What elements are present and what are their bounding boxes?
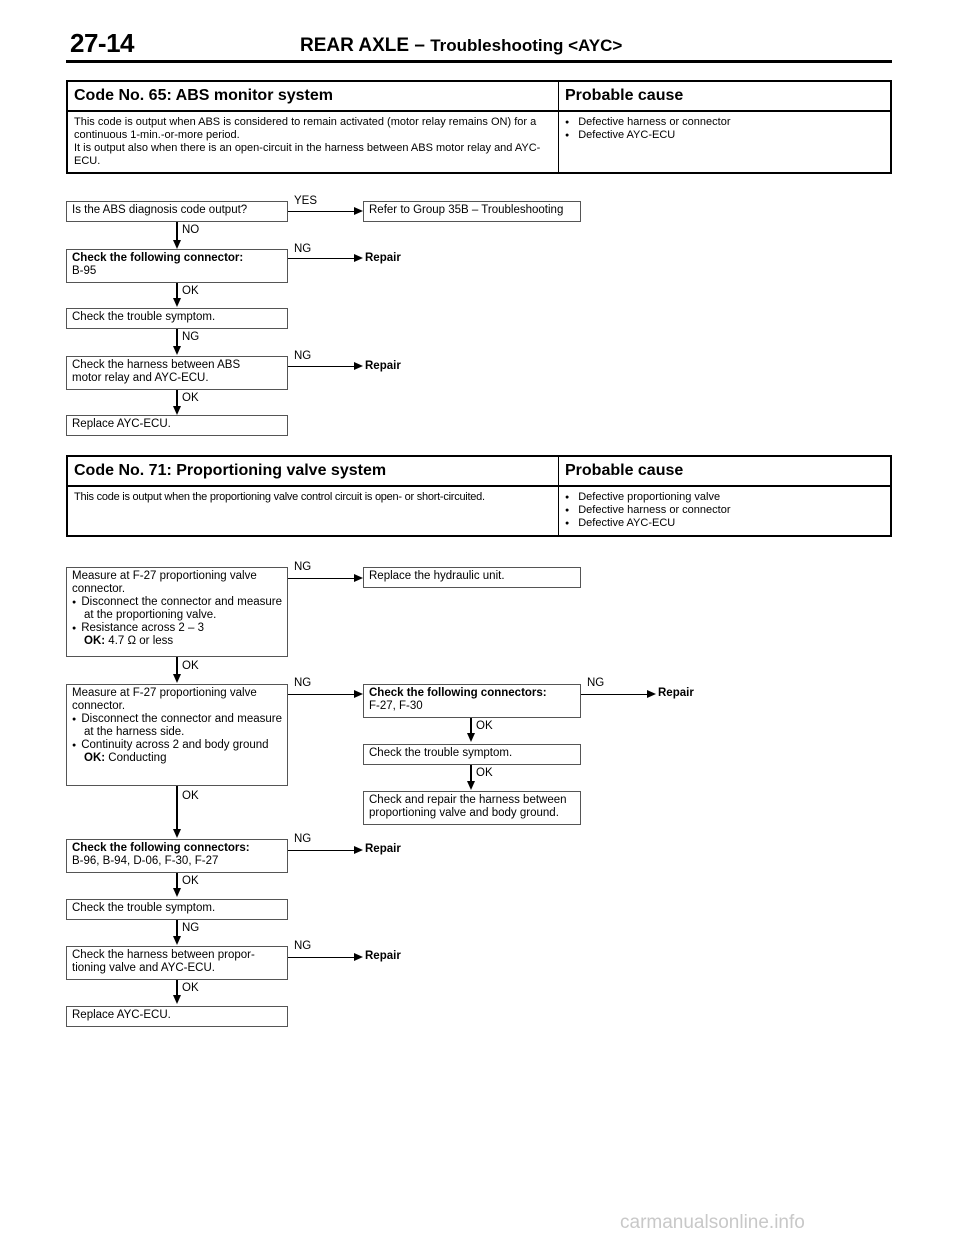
code71-cause-heading: Probable cause <box>559 456 892 486</box>
code65-table <box>66 80 892 174</box>
flow71-m1-ok-label: OK: <box>84 635 106 647</box>
flow71-ok-label: OK <box>182 875 199 887</box>
flow65-yes-result: Refer to Group 35B – Troubleshooting <box>363 201 581 222</box>
flow65-ng-label: NG <box>294 243 312 255</box>
arrow-right-icon <box>354 846 363 854</box>
watermark: carmanualsonline.info <box>620 1212 805 1233</box>
flow71-m2 <box>66 684 288 786</box>
flow65-repair-2: Repair <box>365 360 401 372</box>
flow71-c1 <box>363 684 581 718</box>
flow71-m1-ok <box>72 635 282 648</box>
flow71-c2: Check the trouble symptom. <box>363 744 581 765</box>
flow71-m1-title: Measure at F-27 proportioning valve connector. <box>72 570 257 595</box>
flow65-ok-label: OK <box>182 285 199 297</box>
header-rule <box>66 60 892 63</box>
code65-causes <box>559 111 892 173</box>
arrow-down-icon <box>173 298 181 307</box>
flow71-c5: Check the trouble symptom. <box>66 899 288 920</box>
arrow-right-icon <box>354 574 363 582</box>
flow71-m1-item: ● Disconnect the connector and measure at the proportioning valve. <box>72 596 282 622</box>
flow71-m1-ok-value: 4.7 Ω or less <box>108 635 174 647</box>
flow65-q1: Is the ABS diagnosis code output? <box>66 201 288 222</box>
flow71-ng-label: NG <box>182 922 200 934</box>
flow71-c6 <box>66 946 288 980</box>
flow71-m2-ok-label: OK: <box>84 752 106 764</box>
flow65-line <box>176 222 178 242</box>
flow71-c1-detail: F-27, F-30 <box>369 700 423 712</box>
title-dash: – <box>409 35 431 56</box>
flow71-ok-label: OK <box>476 767 493 779</box>
flow65-yes-line <box>288 211 354 212</box>
flow65-q4 <box>66 356 288 390</box>
code65-cause-item: ● Defective AYC-ECU <box>565 129 884 142</box>
flow71-repair-2: Repair <box>365 843 401 855</box>
flow65-ng-label: NG <box>294 350 312 362</box>
flow71-m2-item: ● Continuity across 2 and body ground <box>72 739 282 752</box>
arrow-down-icon <box>173 936 181 945</box>
flow65-q4-line2: motor relay and AYC-ECU. <box>72 372 209 384</box>
code65-desc-2: It is output also when there is an open-circuit in the harness between ABS motor relay and AYC-ECU. <box>74 142 541 167</box>
flow71-c6-line1: Check the harness between propor- <box>72 949 255 961</box>
flow65-q2-detail: B-95 <box>72 265 97 277</box>
flow71-m1-item: ● Resistance across 2 – 3 <box>72 622 282 635</box>
flow65-no-label: NO <box>182 224 200 236</box>
arrow-down-icon <box>173 829 181 838</box>
arrow-down-icon <box>173 346 181 355</box>
flow65-repair-1: Repair <box>365 252 401 264</box>
flow71-c1-title: Check the following connectors: <box>369 687 547 699</box>
code71-description: This code is output when the proportioning valve control circuit is open- or short-circuited. <box>67 486 559 536</box>
flow65-q4-line1: Check the harness between ABS <box>72 359 241 371</box>
arrow-right-icon <box>354 362 363 370</box>
title-sub: Troubleshooting <AYC> <box>430 36 623 55</box>
flow71-m1 <box>66 567 288 657</box>
flow71-ng-label: NG <box>294 940 312 952</box>
flow71-ok-label: OK <box>182 790 199 802</box>
arrow-down-icon <box>467 781 475 790</box>
flow65-ng-line <box>288 258 354 259</box>
arrow-down-icon <box>173 240 181 249</box>
flow71-c7: Replace AYC-ECU. <box>66 1006 288 1027</box>
arrow-right-icon <box>647 690 656 698</box>
flow71-repair-3: Repair <box>365 950 401 962</box>
arrow-right-icon <box>354 953 363 961</box>
flow71-ng-line <box>288 578 354 579</box>
page-title <box>300 35 622 57</box>
flow65-q2-title: Check the following connector: <box>72 252 244 264</box>
flow71-ng-line <box>581 694 647 695</box>
flow71-m2-ok <box>72 752 282 765</box>
code71-heading: Code No. 71: Proportioning valve system <box>67 456 559 486</box>
flow71-ng-label: NG <box>294 561 312 573</box>
page-number: 27-14 <box>70 28 134 58</box>
code65-cause-item: ● Defective harness or connector <box>565 116 884 129</box>
flow65-ok-label: OK <box>182 392 199 404</box>
flow65-ng-label: NG <box>182 331 200 343</box>
flow71-ng-label: NG <box>587 677 605 689</box>
title-main: REAR AXLE <box>300 35 410 56</box>
code71-cause-item: ● Defective AYC-ECU <box>565 517 884 530</box>
code65-desc-1: This code is output when ABS is considered to remain activated (motor relay remains ON) for a continuous 1-min.-or-more period. <box>74 116 537 141</box>
flow71-c3: Check and repair the harness between proportioning valve and body ground. <box>363 791 581 825</box>
arrow-right-icon <box>354 254 363 262</box>
flow71-c4-detail: B-96, B-94, D-06, F-30, F-27 <box>72 855 219 867</box>
arrow-down-icon <box>173 995 181 1004</box>
code71-cause-item: ● Defective proportioning valve <box>565 491 884 504</box>
flow65-ng-line <box>288 366 354 367</box>
flow71-repair-1: Repair <box>658 687 694 699</box>
code71-cause-item: ● Defective harness or connector <box>565 504 884 517</box>
flow65-q5: Replace AYC-ECU. <box>66 415 288 436</box>
flow71-ng-line <box>288 850 354 851</box>
flow71-m2-ok-value: Conducting <box>108 752 167 764</box>
flow71-m2-title: Measure at F-27 proportioning valve connector. <box>72 687 257 712</box>
code65-description <box>67 111 559 173</box>
arrow-down-icon <box>173 888 181 897</box>
flow71-ng-line <box>288 694 354 695</box>
flow65-q2 <box>66 249 288 283</box>
flow71-ng-line <box>288 957 354 958</box>
flow71-ok-label: OK <box>182 982 199 994</box>
flow71-ok-label: OK <box>182 660 199 672</box>
flow71-c4-title: Check the following connectors: <box>72 842 250 854</box>
flow71-m1-result: Replace the hydraulic unit. <box>363 567 581 588</box>
flow71-m2-item: ● Disconnect the connector and measure at the harness side. <box>72 713 282 739</box>
arrow-down-icon <box>173 406 181 415</box>
arrow-right-icon <box>354 207 363 215</box>
flow65-yes-label: YES <box>294 195 318 207</box>
arrow-down-icon <box>467 733 475 742</box>
code65-heading: Code No. 65: ABS monitor system <box>67 81 559 111</box>
flow65-q3: Check the trouble symptom. <box>66 308 288 329</box>
code65-cause-heading: Probable cause <box>559 81 892 111</box>
arrow-down-icon <box>173 674 181 683</box>
flow71-line <box>176 786 178 831</box>
flow71-ng-label: NG <box>294 677 312 689</box>
flow71-ng-label: NG <box>294 833 312 845</box>
code71-causes <box>559 486 892 536</box>
arrow-right-icon <box>354 690 363 698</box>
flow71-c6-line2: tioning valve and AYC-ECU. <box>72 962 215 974</box>
flow71-c4 <box>66 839 288 873</box>
flow71-ok-label: OK <box>476 720 493 732</box>
code71-table <box>66 455 892 537</box>
